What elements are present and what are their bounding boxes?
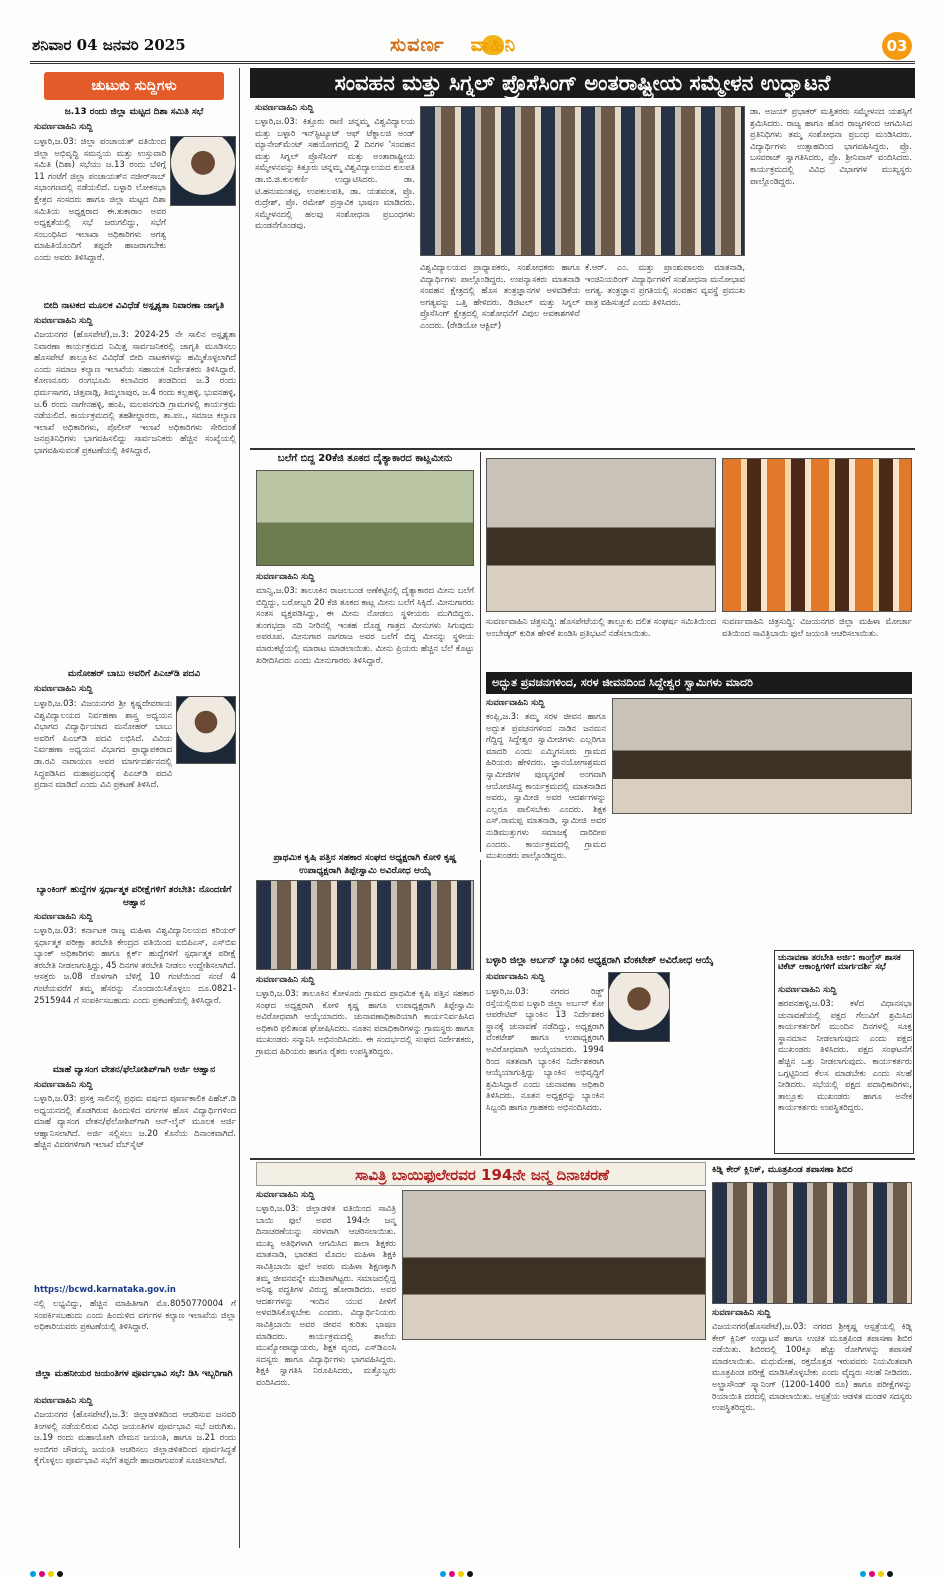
s3-headline: ಮನೋಹರ್ ಬಾಬು ಅವರಿಗೆ ಪಿಎಚ್‌ಡಿ ಪದವಿ bbox=[67, 669, 201, 679]
masthead bbox=[30, 28, 915, 64]
paper-name-a: ಸುವರ್ಣ bbox=[390, 34, 445, 56]
divider bbox=[250, 448, 915, 450]
divider bbox=[480, 860, 481, 1156]
protest-caption: ಸುವರ್ಣವಾಹಿನಿ ಚಿತ್ರಸುದ್ದಿ: ಹೊಸಪೇಟೆಯಲ್ಲಿ ತಾಲ್ಲೂಕು ದಲಿತ ಸಂಘರ್ಷ ಸಮಿತಿಯಿಂದ ಅಂಬೇಡ್ಕರ್ ಕುರಿತ ಹೇಳಿಕೆ ಖಂಡಿಸಿ ಪ್ರತಿಭಟನೆ ನಡೆಸಲಾಯಿತು. bbox=[486, 616, 716, 638]
krishna-felicitation-photo bbox=[256, 880, 474, 970]
s6-text: ವಿಜಯನಗರ (ಹೊಸಪೇಟೆ),ಜ.3: ಜಿಲ್ಲಾಡಳಿತದಿಂದ ಆಚರಿಸುವ ಜನವರಿ ತಿಂಗಳಲ್ಲಿ ನಡೆಯಲಿರುವ ವಿವಿಧ ಜಯಂತಿಗಳ ಪೂರ್ವಭಾವಿ ಸಭೆ ಜರುಗಿತು. ಜ.19 ರಂದು ಮಹಾಯೋಗಿ ವೇಮನ ಜಯಂತಿ, ಹಾಗೂ ಜ.21 ರಂದು ಅಂಬಿಗರ ಚೌಡಯ್ಯ ಜಯಂತಿ ಆಚರಿಸಲು ಜಿಲ್ಲಾಡಳಿತದಿಂದ ಪೂರ್ವಸಿದ್ಧತೆ ಕೈಗೊಳ್ಳಲು ಪೂರ್ವಭಾವಿ ಸಭೆಗೆ ತಪ್ಪದೇ ಹಾಜರಾಗುವಂತೆ ಸೂಚಿಸಲಾಗಿದೆ. bbox=[34, 1409, 236, 1466]
bank-story-text-a: ಬಳ್ಳಾರಿ,ಜ.03: ನಗರದ ರಿಡ್ಜ್ ರಸ್ತೆಯಲ್ಲಿರುವ ಬಳ್ಳಾರಿ ಜಿಲ್ಲಾ ಅರ್ಬನ್ ಕೋ ಆಪರೇಟಿವ್ ಬ್ಯಾಂಕಿನ 13 ನಿರ್ದೇಶಕರ ಸ್ಥಾನಕ್ಕೆ ಚುನಾವಣೆ ನಡೆದಿದ್ದು, ಅಧ್ಯಕ್ಷರಾಗಿ ವೆಂಕಟೇಶ್ ಹಾಗೂ ಉಪಾಧ್ಯಕ್ಷರಾಗಿ ಅವಿರೋಧವಾಗಿ ಆಯ್ಕೆಯಾದರು. 1994 ರಿಂದ ಸತತವಾಗಿ ಬ್ಯಾಂಕಿನ ನಿರ್ದೇಶಕರಾಗಿ ಆಯ್ಕೆಯಾಗುತ್ತಿದ್ದು ಬ್ಯಾಂಕಿನ ಅಭಿವೃದ್ಧಿಗೆ ಶ್ರಮಿಸಿದ್ದಾರೆ ಎಂದು ಚುನಾವಣಾ ಅಧಿಕಾರಿ ತಿಳಿಸಿದರು. ನೂತನ ಅಧ್ಯಕ್ಷರನ್ನು ಬ್ಯಾಂಕಿನ ಸಿಬ್ಬಂದಿ ಹಾಗೂ ಗ್ರಾಹಕರು ಅಭಿನಂದಿಸಿದರು. bbox=[486, 986, 604, 1112]
right-box-text: ಹರಪನಹಳ್ಳಿ,ಜ.03: ಕಳೆದ ವಿಧಾನಸಭಾ ಚುನಾವಣೆಯಲ್ಲಿ ಪಕ್ಷದ ಗೆಲುವಿಗೆ ಶ್ರಮಿಸಿದ ಕಾರ್ಯಕರ್ತರಿಗೆ ಮುಂದಿನ ದಿನಗಳಲ್ಲಿ ಸೂಕ್ತ ಸ್ಥಾನಮಾನ ನೀಡಲಾಗುವುದು ಎಂದು ಪಕ್ಷದ ಮುಖಂಡರು ತಿಳಿಸಿದರು. ಪಕ್ಷದ ಸಂಘಟನೆಗೆ ಹೆಚ್ಚಿನ ಒತ್ತು ನೀಡಲಾಗುವುದು. ಕಾರ್ಯಕರ್ತರು ಒಗ್ಗಟ್ಟಿನಿಂದ ಕೆಲಸ ಮಾಡಬೇಕು ಎಂದು ಸಲಹೆ ನೀಡಿದರು. ಸಭೆಯಲ್ಲಿ ಪಕ್ಷದ ಪದಾಧಿಕಾರಿಗಳು, ತಾಲ್ಲೂಕು ಮುಖಂಡರು ಹಾಗೂ ಅನೇಕ ಕಾರ್ಯಕರ್ತರು ಉಪಸ್ಥಿತರಿದ್ದರು. bbox=[778, 998, 912, 1113]
print-color-marks-left bbox=[30, 1562, 90, 1568]
venkatesh-portrait-photo bbox=[608, 972, 670, 1042]
savitri-story-byline: ಸುವರ್ಣವಾಹಿನಿ ಸುದ್ದಿ bbox=[256, 1190, 315, 1200]
savitri-headline-box bbox=[256, 1162, 706, 1186]
top-story-headline: ಸಂವಹನ ಮತ್ತು ಸಿಗ್ನಲ್ ಪ್ರೊಸೆಸಿಂಗ್ ಅಂತರಾಷ್ಟ್ರೀಯ ಸಮ್ಮೇಳನ ಉದ್ಘಾಟನೆ bbox=[250, 68, 915, 98]
swamiji-story-text-b bbox=[612, 818, 912, 852]
conference-group-photo bbox=[420, 106, 745, 256]
right-box-headline: ಚುನಾವಣಾ ತರಬೇತಿ ಅರ್ಜಿ: ಕಾಂಗ್ರೆಸ್ ಶಾಸಕ ಟಿಕೆಟ್ ಆಕಾಂಕ್ಷಿಗಳಿಗೆ ಮಾರ್ಗದರ್ಶಿ ಸಭೆ bbox=[778, 953, 901, 972]
swamiji-event-photo bbox=[612, 698, 912, 814]
krishna-story-text: ಬಳ್ಳಾರಿ,ಜ.03: ತಾಲೂಕಿನ ಕೋಳೂರು ಗ್ರಾಮದ ಪ್ರಾಥಮಿಕ ಕೃಷಿ ಪತ್ತಿನ ಸಹಕಾರ ಸಂಘದ ಅಧ್ಯಕ್ಷರಾಗಿ ಕೋಳಿ ಕೃಷ್ಣ ಹಾಗೂ ಉಪಾಧ್ಯಕ್ಷರಾಗಿ ತಿಪ್ಪೇಸ್ವಾಮಿ ಅವಿರೋಧವಾಗಿ ಆಯ್ಕೆಯಾದರು. ಚುನಾವಣಾಧಿಕಾರಿಯಾಗಿ ಕಾರ್ಯನಿರ್ವಹಿಸಿದ ಅಧಿಕಾರಿ ಫಲಿತಾಂಶ ಘೋಷಿಸಿದರು. ನೂತನ ಪದಾಧಿಕಾರಿಗಳನ್ನು ಗ್ರಾಮಸ್ಥರು ಹಾಗೂ ಮುಖಂಡರು ಸನ್ಮಾನಿಸಿ ಅಭಿನಂದಿಸಿದರು. ಈ ಸಂದರ್ಭದಲ್ಲಿ ಸಂಘದ ನಿರ್ದೇಶಕರು, ಗ್ರಾಮದ ಹಿರಿಯರು ಹಾಗೂ ರೈತರು ಉಪಸ್ಥಿತರಿದ್ದರು. bbox=[256, 988, 474, 1056]
bank-story-text-b bbox=[608, 1046, 768, 1150]
top-story-col3: ಕೆ.ಆರ್‌. ಎಂ. ಮತ್ತು ಪ್ರಾಂಶುಪಾಲರು ಮಾತನಾಡಿ, ಇಂಜಿನಿಯರಿಂಗ್ ವಿದ್ಯಾರ್ಥಿಗಳಿಗೆ ಸಂಶೋಧನಾ ಮನೋಭಾವ ಅಗತ್ಯ. ತಂತ್ರಜ್ಞಾನ ಪ್ರಗತಿಯಲ್ಲಿ ಸಂವಹನ ವ್ಯವಸ್ಥೆ ಪ್ರಮುಖ ಪಾತ್ರ ವಹಿಸುತ್ತದೆ ಎಂದು ತಿಳಿಸಿದರು. bbox=[585, 262, 745, 307]
s4-headline: ಬ್ಯಾಂಕಿಂಗ್ ಹುದ್ದೆಗಳ ಸ್ಪರ್ಧಾತ್ಮಕ ಪರೀಕ್ಷೆಗಳಿಗೆ ತರಬೇತಿ: ನೊಂದಣಿಗೆ ಆಹ್ವಾನ bbox=[36, 885, 232, 908]
print-color-marks-right bbox=[860, 1562, 920, 1568]
top-story-col2: ವಿಶ್ವವಿದ್ಯಾಲಯದ ಪ್ರಾಧ್ಯಾಪಕರು, ಸಂಶೋಧಕರು ಹಾಗೂ ವಿದ್ಯಾರ್ಥಿಗಳು ಪಾಲ್ಗೊಂಡಿದ್ದರು. ಉಪನ್ಯಾಸಕರು ಮಾತನಾಡಿ ಸಂವಹನ ಕ್ಷೇತ್ರದಲ್ಲಿ ಹೊಸ ತಂತ್ರಜ್ಞಾನಗಳ ಅಳವಡಿಕೆಯ ಅಗತ್ಯವನ್ನು ಒತ್ತಿ ಹೇಳಿದರು. ಡಿಜಿಟಲ್ ಮತ್ತು ಸಿಗ್ನಲ್ ಪ್ರೊಸೆಸಿಂಗ್ ಕ್ಷೇತ್ರದಲ್ಲಿ ಸಂಶೋಧನೆಗೆ ವಿಪುಲ ಅವಕಾಶಗಳಿವೆ ಎಂದರು. (ರೇಡಿಯೋ ಆಕ್ಟಿವ್) bbox=[420, 262, 580, 330]
swamiji-story-text-a: ಕಂಪ್ಲಿ,ಜ.3: ತಮ್ಮ ಸರಳ ಜೀವನ ಹಾಗೂ ಅದ್ಭುತ ಪ್ರವಚನಗಳಿಂದ ನಾಡಿನ ಜನಮನ ಗೆದ್ದಿದ್ದ ಸಿದ್ದೇಶ್ವರ ಸ್ವಾಮೀಜಿಗಳು ಎಲ್ಲರಿಗೂ ಮಾದರಿ ಎಂದು ಎಮ್ಮಿಗನೂರು ಗ್ರಾಮದ ಹಿರಿಯರು ಹೇಳಿದರು. ಜ್ಞಾನಯೋಗಾಶ್ರಮದ ಸ್ವಾಮೀಜಿಗಳ ಪುಣ್ಯಸ್ಮರಣೆ ಅಂಗವಾಗಿ ಆಯೋಜಿಸಿದ್ದ ಕಾರ್ಯಕ್ರಮದಲ್ಲಿ ಮಾತನಾಡಿದ ಅವರು, ಸ್ವಾಮೀಜಿ ಅವರ ಆದರ್ಶಗಳನ್ನು ಎಲ್ಲರೂ ಪಾಲಿಸಬೇಕು ಎಂದರು. ಶಿಕ್ಷಕ ಎಸ್.ರಾಮಪ್ಪ ಮಾತನಾಡಿ, ಸ್ವಾಮೀಜಿ ಅವರ ನುಡಿಮುತ್ತುಗಳು ಸಮಾಜಕ್ಕೆ ದಾರಿದೀಪ ಎಂದರು. ಕಾರ್ಯಕ್ರಮದಲ್ಲಿ ಗ್ರಾಮದ ಮುಖಂಡರು ಪಾಲ್ಗೊಂಡಿದ್ದರು. bbox=[486, 711, 606, 861]
fish-story-text: ಮಾನ್ವಿ,ಜ.03: ತಾಲೂಕಿನ ರಾಜಲಬಂಡ ಅಣೆಕಟ್ಟಿನಲ್ಲಿ ದೈತ್ಯಾಕಾರದ ಮೀನು ಬಲೆಗೆ ಬಿದ್ದಿದ್ದು, ಬರೋಬ್ಬರಿ 20 ಕೆಜಿ ತೂಕದ ಕಾಟ್ಲ ಮೀನು ಬಲೆಗೆ ಸಿಕ್ಕಿದೆ. ಮೀನುಗಾರರು ಸಂತಸ ವ್ಯಕ್ತಪಡಿಸಿದ್ದು, ಈ ಮೀನು ನೋಡಲು ಸ್ಥಳೀಯರು ಮುಗಿಬಿದ್ದರು. ತುಂಗಭದ್ರಾ ನದಿ ನೀರಿನಲ್ಲಿ ಇಂತಹ ದೊಡ್ಡ ಗಾತ್ರದ ಮೀನುಗಳು ಸಿಗುವುದು ಅಪರೂಪ. ಮೀನುಗಾರ ನಾಗರಾಜ ಅವರ ಬಲೆಗೆ ಬಿದ್ದ ಮೀನನ್ನು ಸ್ಥಳೀಯ ಮಾರುಕಟ್ಟೆಯಲ್ಲಿ ಮಾರಾಟ ಮಾಡಲಾಯಿತು. ಮೀನು ಪ್ರಿಯರು ಹೆಚ್ಚಿನ ಬೆಲೆ ಕೊಟ್ಟು ಖರೀದಿಸಿದರು ಎಂದು ಮೀನುಗಾರರು ತಿಳಿಸಿದ್ದಾರೆ. bbox=[256, 585, 474, 665]
s1-byline: ಸುವರ್ಣವಾಹಿನಿ ಸುದ್ದಿ bbox=[34, 122, 93, 132]
paper-name-b: ವಾಹಿನಿ bbox=[470, 34, 517, 56]
s5-text-2: ನಲ್ಲಿ ಲಭ್ಯವಿದ್ದು, ಹೆಚ್ಚಿನ ಮಾಹಿತಿಗಾಗಿ ಮೊ.8050770004 ಗೆ ಸಂಪರ್ಕಿಸಬಹುದು ಎಂದು ಹಿಂದುಳಿದ ವರ್ಗಗಳ ಕಲ್ಯಾಣ ಇಲಾಖೆಯ ಜಿಲ್ಲಾ ಅಧಿಕಾರಿಯವರು ಪ್ರಕಟಣೆಯಲ್ಲಿ ತಿಳಿಸಿದ್ದಾರೆ. bbox=[34, 1298, 236, 1332]
section-title-ribbon: ಚುಟುಕು ಸುದ್ದಿಗಳು bbox=[44, 72, 224, 100]
s2-headline: ಬೀದಿ ನಾಟಕದ ಮೂಲಕ ವಿವಿಧೆಡೆ ಅಸ್ಪೃಶ್ಯತಾ ನಿವಾರಣಾ ಜಾಗೃತಿ bbox=[43, 301, 225, 311]
top-story-col1: ಬಳ್ಳಾರಿ,ಜ.03: ಕಿತ್ತೂರು ರಾಣಿ ಚನ್ನಮ್ಮ ವಿಶ್ವವಿದ್ಯಾಲಯ ಮತ್ತು ಬಳ್ಳಾರಿ ಇನ್‌ಸ್ಟಿಟ್ಯೂಟ್ ಆಫ್ ಟೆಕ್ನಾಲಜಿ ಅಂಡ್ ಮ್ಯಾನೇಜ್‌ಮೆಂಟ್ ಸಹಯೋಗದಲ್ಲಿ 2 ದಿನಗಳ 'ಸಂವಹನ ಮತ್ತು ಸಿಗ್ನಲ್ ಪ್ರೊಸೆಸಿಂಗ್ ಮತ್ತು ಅಂತಾರಾಷ್ಟ್ರೀಯ ಸಮ್ಮೇಳನವನ್ನು ಕಿತ್ತೂರು ಚನ್ನಮ್ಮ ವಿಶ್ವವಿದ್ಯಾಲಯದ ಕುಲಪತಿ ಡಾ.ಬಿ.ಜಿ.ಕುಲಕರ್ಣಿ ಉದ್ಘಾಟಿಸಿದರು. ಡಾ. ಟಿ.ಹನುಮಂತಪ್ಪ, ಉಪಕುಲಪತಿ, ಡಾ. ಯಶವಂತ, ಪ್ರೊ. ರುದ್ರೇಶ್, ಪ್ರೊ. ರಮೇಶ್ ಪ್ರಸ್ತಾವಿಕ ಭಾಷಣ ಮಾಡಿದರು. ಸಮ್ಮೇಳನದಲ್ಲಿ ಹಲವು ಸಂಶೋಧನಾ ಪ್ರಬಂಧಗಳು ಮಂಡನೆಗೊಂಡವು. bbox=[255, 116, 415, 231]
s3-byline: ಸುವರ್ಣವಾಹಿನಿ ಸುದ್ದಿ bbox=[34, 684, 93, 694]
s5-text: ಬಳ್ಳಾರಿ,ಜ.03: ಪ್ರಸಕ್ತ ಸಾಲಿನಲ್ಲಿ ಪ್ರಥಮ ವರ್ಷದ ಪೂರ್ಣಕಾಲಿಕ ಪಿಹೆಚ್.ಡಿ ಅಧ್ಯಯನದಲ್ಲಿ ತೊಡಗಿರುವ ಹಿಂದುಳಿದ ವರ್ಗಗಳ ಹೊಸ ವಿದ್ಯಾರ್ಥಿಗಳಿಂದ ಮಾಹೆ ವ್ಯಾಸಂಗ ವೇತನ/ಫೆಲೋಶಿಪ್‌ಗಾಗಿ ಆನ್-ಲೈನ್ ಮೂಲಕ ಅರ್ಜಿ ಆಹ್ವಾನಿಸಲಾಗಿದೆ. ಅರ್ಜಿ ಸಲ್ಲಿಸಲು ಜ.20 ಕೊನೆಯ ದಿನಾಂಕವಾಗಿದೆ. ಹೆಚ್ಚಿನ ವಿವರಗಳಿಗಾಗಿ ಇಲಾಖೆ ವೆಬ್‌ಸೈಟ್ bbox=[34, 1093, 236, 1150]
s2-byline: ಸುವರ್ಣವಾಹಿನಿ ಸುದ್ದಿ bbox=[34, 316, 93, 326]
s1-headline: ಜ.13 ರಂದು ಜಿಲ್ಲಾ ಮಟ್ಟದ ದಿಶಾ ಸಮಿತಿ ಸಭೆ bbox=[64, 107, 204, 117]
right-box-byline: ಸುವರ್ಣವಾಹಿನಿ ಸುದ್ದಿ bbox=[778, 985, 837, 995]
s3-portrait-photo bbox=[176, 696, 236, 764]
s5-byline: ಸುವರ್ಣವಾಹಿನಿ ಸುದ್ದಿ bbox=[34, 1080, 93, 1090]
page-number: 03 bbox=[882, 32, 912, 60]
health-camp-photo bbox=[712, 1182, 912, 1304]
swamiji-story-byline: ಸುವರ್ಣವಾಹಿನಿ ಸುದ್ದಿ bbox=[486, 698, 545, 708]
savitri-story-headline: ಸಾವಿತ್ರಿ ಬಾಯಿಫುಲೇರವರ 194ನೇ ಜನ್ಮ ದಿನಾಚರಣೆ bbox=[355, 1166, 609, 1184]
s4-byline: ಸುವರ್ಣವಾಹಿನಿ ಸುದ್ದಿ bbox=[34, 912, 93, 922]
s6-byline: ಸುವರ್ಣವಾಹಿನಿ ಸುದ್ದಿ bbox=[34, 1396, 93, 1406]
s1-text-b bbox=[34, 208, 236, 278]
savitri-story-text-c bbox=[556, 1344, 706, 1534]
mahila-morcha-caption: ಸುವರ್ಣವಾಹಿನಿ ಚಿತ್ರಸುದ್ದಿ: ವಿಜಯನಗರ ಜಿಲ್ಲಾ ಮಹಿಳಾ ಮೋರ್ಚಾ ವತಿಯಿಂದ ಸಾವಿತ್ರಿಬಾಯಿ ಫುಲೆ ಜಯಂತಿ ಆಚರಿಸಲಾಯಿತು. bbox=[722, 616, 912, 638]
krishna-story-headline: ಪ್ರಾಥಮಿಕ ಕೃಷಿ ಪತ್ತಿನ ಸಹಕಾರ ಸಂಘದ ಅಧ್ಯಕ್ಷರಾಗಿ ಕೋಳಿ ಕೃಷ್ಣ ಉಪಾಧ್ಯಕ್ಷರಾಗಿ ತಿಪ್ಪೇಸ್ವಾಮಿ ಅವಿರೋಧ ಆಯ್ಕೆ bbox=[273, 853, 457, 876]
savitri-event-photo bbox=[402, 1190, 706, 1340]
health-story-text: ವಿಜಯನಗರ(ಹೊಸಪೇಟೆ),ಜ.03: ನಗರದ ಶ್ರೀಕೃಷ್ಣ ಆಸ್ಪತ್ರೆಯಲ್ಲಿ ಕಿಡ್ನಿ ಕೇರ್ ಕ್ಲಿನಿಕ್ ಉದ್ಘಾಟನೆ ಹಾಗೂ ಉಚಿತ ಮೂತ್ರಪಿಂಡ ತಪಾಸಣಾ ಶಿಬಿರ ನಡೆಯಿತು. ಶಿಬಿರದಲ್ಲಿ 100ಕ್ಕೂ ಹೆಚ್ಚು ರೋಗಿಗಳನ್ನು ತಪಾಸಣೆ ಮಾಡಲಾಯಿತು. ಮಧುಮೇಹ, ರಕ್ತದೊತ್ತಡ ಇರುವವರು ನಿಯಮಿತವಾಗಿ ಮೂತ್ರಪಿಂಡ ಪರೀಕ್ಷೆ ಮಾಡಿಸಿಕೊಳ್ಳಬೇಕು ಎಂದು ವೈದ್ಯರು ಸಲಹೆ ನೀಡಿದರು. ಅಲ್ಟ್ರಾಸೌಂಡ್ ಸ್ಕ್ಯಾನಿಂಗ್ (1200-1400 ರೂ) ಹಾಗೂ ಪರೀಕ್ಷೆಗಳನ್ನು ರಿಯಾಯಿತಿ ದರದಲ್ಲಿ ಮಾಡಲಾಯಿತು. ಆಸ್ಪತ್ರೆಯ ಆಡಳಿತ ಮಂಡಳಿ ಸದಸ್ಯರು ಉಪಸ್ಥಿತರಿದ್ದರು. bbox=[712, 1321, 912, 1413]
s4-text: ಬಳ್ಳಾರಿ,ಜ.03: ಕರ್ನಾಟಕ ರಾಜ್ಯ ಮಹಿಳಾ ವಿಶ್ವವಿದ್ಯಾನಿಲಯದ ಕರಿಯರ್ ಸ್ಪರ್ಧಾತ್ಮಕ ಪರೀಕ್ಷಾ ತರಬೇತಿ ಕೇಂದ್ರದ ವತಿಯಿಂದ ಐಬಿಪಿಎಸ್, ಎಸ್‌ಬಿಐ ಬ್ಯಾಂಕ್ ಅಧಿಕಾರಿಗಳು ಹಾಗೂ ಕ್ಲರ್ಕ್ ಹುದ್ದೆಗಳಿಗೆ ಸ್ಪರ್ಧಾತ್ಮಕ ಪರೀಕ್ಷೆ ತರಬೇತಿ ನೀಡಲಾಗುತ್ತಿದ್ದು, 45 ದಿನಗಳ ತರಬೇತಿ ನೀಡಲು ಉದ್ದೇಶಿಸಲಾಗಿದೆ. ಆಸಕ್ತರು ಜ.08 ರೊಳಗಾಗಿ ಬೆಳಿಗ್ಗೆ 10 ಗಂಟೆಯಿಂದ ಸಂಜೆ 4 ಗಂಟೆಯವರೆಗೆ ತಮ್ಮ ಹೆಸರನ್ನು ನೊಂದಾಯಿಸಿಕೊಳ್ಳಲು ದೂ.0821-2515944 ಗೆ ಸಂಪರ್ಕಿಸಬಹುದು ಎಂದು ಪ್ರಕಟಣೆಯಲ್ಲಿ ತಿಳಿಸಿದ್ದಾರೆ. bbox=[34, 925, 236, 1005]
health-story-headline: ಕಿಡ್ನಿ ಕೇರ್ ಕ್ಲಿನಿಕ್, ಮೂತ್ರಪಿಂಡ ತಪಾಸಣಾ ಶಿಬಿರ bbox=[712, 1165, 853, 1175]
issue-date: ಶನಿವಾರ 04 ಜನವರಿ 2025 bbox=[32, 36, 186, 54]
s1-text-a: ಬಳ್ಳಾರಿ,ಜ.03: ಜಿಲ್ಲಾ ಪಂಚಾಯತ್ ವತಿಯಿಂದ ಜಿಲ್ಲಾ ಅಭಿವೃದ್ಧಿ ಸಮನ್ವಯ ಮತ್ತು ಉಸ್ತುವಾರಿ ಸಮಿತಿ (ದಿಶಾ) ಸಭೆಯು ಜ.13 ರಂದು ಬೆಳಿಗ್ಗೆ 11 ಗಂಟೆಗೆ ಜಿಲ್ಲಾ ಪಂಚಾಯತ್‌ನ ನಜೀರ್‌ಸಾಬ್ ಸಭಾಂಗಣದಲ್ಲಿ ನಡೆಯಲಿದೆ. ಬಳ್ಳಾರಿ ಲೋಕಸಭಾ ಕ್ಷೇತ್ರದ ಸಂಸದರು ಹಾಗೂ ಜಿಲ್ಲಾ ಮಟ್ಟದ ದಿಶಾ ಸಮಿತಿಯ ಅಧ್ಯಕ್ಷರಾದ ಈ.ತುಕಾರಾಂ ಅವರ ಅಧ್ಯಕ್ಷತೆಯಲ್ಲಿ ಸಭೆ ಜರುಗಲಿದ್ದು, ಸಭೆಗೆ ಸಂಬಂಧಿಸಿದ ಇಲಾಖಾ ಅಧಿಕಾರಿಗಳು ಅಗತ್ಯ ಮಾಹಿತಿಯೊಂದಿಗೆ ತಪ್ಪದೇ ಹಾಜರಾಗಬೇಕು ಎಂದು ಅವರು ತಿಳಿಸಿದ್ದಾರೆ. bbox=[34, 136, 166, 262]
print-color-marks-center bbox=[440, 1562, 500, 1568]
savitri-story-text: ಬಳ್ಳಾರಿ,ಜ.03: ಜಿಲ್ಲಾಡಳಿತ ವತಿಯಿಂದ ಸಾವಿತ್ರಿ ಬಾಯಿ ಫುಲೆ ಅವರ 194ನೇ ಜನ್ಮ ದಿನಾಚರಣೆಯನ್ನು ಸರಳವಾಗಿ ಆಚರಿಸಲಾಯಿತು. ಮುಖ್ಯ ಅತಿಥಿಗಳಾಗಿ ಆಗಮಿಸಿದ ಶಾಲಾ ಶಿಕ್ಷಕರು ಮಾತನಾಡಿ, ಭಾರತದ ಮೊದಲ ಮಹಿಳಾ ಶಿಕ್ಷಕಿ ಸಾವಿತ್ರಿಬಾಯಿ ಫುಲೆ ಅವರು ಮಹಿಳಾ ಶಿಕ್ಷಣಕ್ಕಾಗಿ ತಮ್ಮ ಜೀವನವನ್ನೇ ಮುಡಿಪಾಗಿಟ್ಟರು. ಸಮಾಜದಲ್ಲಿದ್ದ ಅನಿಷ್ಟ ಪದ್ಧತಿಗಳ ವಿರುದ್ಧ ಹೋರಾಡಿದರು. ಅವರ ಆದರ್ಶಗಳನ್ನು ಇಂದಿನ ಯುವ ಪೀಳಿಗೆ ಅಳವಡಿಸಿಕೊಳ್ಳಬೇಕು ಎಂದರು. ವಿದ್ಯಾರ್ಥಿನಿಯರು ಸಾವಿತ್ರಿಬಾಯಿ ಅವರ ಜೀವನ ಕುರಿತು ಭಾಷಣ ಮಾಡಿದರು. ಕಾರ್ಯಕ್ರಮದಲ್ಲಿ ಶಾಲೆಯ ಮುಖ್ಯೋಪಾಧ್ಯಾಯರು, ಶಿಕ್ಷಕ ವೃಂದ, ಎಸ್‌ಡಿಎಂಸಿ ಸದಸ್ಯರು ಹಾಗೂ ವಿದ್ಯಾರ್ಥಿಗಳು ಭಾಗವಹಿಸಿದ್ದರು. ಶಿಕ್ಷಕಿ ಸ್ವಾಗತಿಸಿ ನಿರೂಪಿಸಿದರು, ಮತ್ತೊಬ್ಬರು ವಂದಿಸಿದರು. bbox=[256, 1203, 396, 1387]
s6-headline: ಜಿಲ್ಲಾ ಮಹನೀಯರ ಜಯಂತಿಗಳ ಪೂರ್ವಭಾವಿ ಸಭೆ: ಡಿಸಿ ಇಬ್ಬರಿಗಾಗಿ bbox=[35, 1369, 233, 1379]
divider bbox=[480, 452, 481, 852]
left-column bbox=[30, 68, 240, 1548]
mahila-morcha-photo bbox=[722, 458, 912, 612]
savitri-story-text-b bbox=[402, 1344, 550, 1534]
s2-text: ವಿಜಯನಗರ (ಹೊಸಪೇಟೆ),ಜ.3: 2024-25 ನೇ ಸಾಲಿನ ಅಸ್ಪೃಶ್ಯತಾ ನಿವಾರಣಾ ಕಾರ್ಯಕ್ರಮದ ನಿಮಿತ್ತ ಸಾರ್ವಜನಿಕರಲ್ಲಿ ಜಾಗೃತಿ ಮೂಡಿಸಲು ಹೊಸಪೇಟೆ ತಾಲ್ಲೂಕಿನ ವಿವಿಧೆಡೆ ಬೀದಿ ನಾಟಕಗಳನ್ನು ಹಮ್ಮಿಕೊಳ್ಳಲಾಗಿದೆ ಎಂದು ಸಮಾಜ ಕಲ್ಯಾಣ ಇಲಾಖೆಯ ಸಹಾಯಕ ನಿರ್ದೇಶಕರು ತಿಳಿಸಿದ್ದಾರೆ. ಕೋಣನೂರು ರಂಗಭೂಮಿ ಕಲಾವಿದರ ತಂಡದಿಂದ ಜ.3 ರಂದು ಧರ್ಮಸಾಗರ, ಚಿತ್ತವಾಡ್ಗಿ, ತಿಮ್ಮಲಾಪುರ, ಜ.4 ರಂದು ಕಲ್ಲಹಳ್ಳಿ, ಭುವನಹಳ್ಳಿ, ಜ.6 ರಂದು ನಾಗೇನಹಳ್ಳಿ, ಹಂಪಿ, ಮಲಪನಗುಡಿ ಗ್ರಾಮಗಳಲ್ಲಿ ಕಾರ್ಯಕ್ರಮ ನಡೆಯಲಿದೆ. ಕಾರ್ಯಕ್ರಮದಲ್ಲಿ ತಹಶೀಲ್ದಾರರು, ತಾ.ಪಂ., ಸಮಾಜ ಕಲ್ಯಾಣ ಇಲಾಖೆ ಅಧಿಕಾರಿಗಳು, ಪೊಲೀಸ್ ಇಲಾಖೆ ಅಧಿಕಾರಿಗಳು ಸೇರಿದಂತೆ ಜನಪ್ರತಿನಿಧಿಗಳು ಭಾಗವಹಿಸಲಿದ್ದು ಸಾರ್ವಜನಿಕರು ಹೆಚ್ಚಿನ ಸಂಖ್ಯೆಯಲ್ಲಿ ಭಾಗವಹಿಸುವಂತೆ ಪ್ರಕಟಣೆಯಲ್ಲಿ ತಿಳಿಸಿದ್ದಾರೆ. bbox=[34, 329, 236, 455]
protest-photo bbox=[486, 458, 716, 612]
s1-portrait-photo bbox=[170, 136, 236, 206]
bank-story-byline: ಸುವರ್ಣವಾಹಿನಿ ಸುದ್ದಿ bbox=[486, 972, 545, 982]
fish-photo bbox=[256, 470, 474, 566]
right-box bbox=[774, 950, 914, 1154]
top-story-byline: ಸುವರ್ಣವಾಹಿನಿ ಸುದ್ದಿ bbox=[255, 103, 314, 113]
s5-website-link[interactable]: https://bcwd.karnataka.gov.in bbox=[34, 1284, 176, 1294]
divider bbox=[250, 1158, 915, 1160]
health-story-byline: ಸುವರ್ಣವಾಹಿನಿ ಸುದ್ದಿ bbox=[712, 1308, 771, 1318]
s3-text: ಬಳ್ಳಾರಿ,ಜ.03: ವಿಜಯನಗರ ಶ್ರೀ ಕೃಷ್ಣದೇವರಾಯ ವಿಶ್ವವಿದ್ಯಾಲಯದ ನಿರ್ವಹಣಾ ಶಾಸ್ತ್ರ ಅಧ್ಯಯನ ವಿಭಾಗದ ವಿದ್ಯಾರ್ಥಿಯಾದ ಮನೋಹರ್ ಬಾಬು ಅವರಿಗೆ ಪಿಎಚ್‌ಡಿ ಪದವಿ ಲಭಿಸಿದೆ. ವಿವಿಯ ನಿರ್ವಹಣಾ ಅಧ್ಯಯನ ವಿಭಾಗದ ಪ್ರಾಧ್ಯಾಪಕರಾದ ಡಾ.ರವಿ ನಾರಾಯಣ ಅವರ ಮಾರ್ಗದರ್ಶನದಲ್ಲಿ ಸಿದ್ಧಪಡಿಸಿದ ಮಹಾಪ್ರಬಂಧಕ್ಕೆ ಪಿಎಚ್‌ಡಿ ಪದವಿ ಪ್ರದಾನ ಮಾಡಿದೆ ಎಂದು ವಿವಿ ಪ್ರಕಟಣೆ ತಿಳಿಸಿದೆ. bbox=[34, 698, 172, 790]
fish-story-headline: ಬಲೆಗೆ ಬಿದ್ದ 20ಕೆಜಿ ತೂಕದ ದೈತ್ಯಾಕಾರದ ಕಾಟ್ಲಮೀನು bbox=[277, 453, 453, 464]
bank-story-headline: ಬಳ್ಳಾರಿ ಜಿಲ್ಲಾ ಅರ್ಬನ್ ಬ್ಯಾಂಕಿನ ಅಧ್ಯಕ್ಷರಾಗಿ ವೆಂಕಟೇಶ್ ಅವಿರೋಧ ಆಯ್ಕೆ bbox=[486, 955, 714, 966]
fish-story-byline: ಸುವರ್ಣವಾಹಿನಿ ಸುದ್ದಿ bbox=[256, 572, 315, 582]
s5-headline: ಮಾಹೆ ವ್ಯಾಸಂಗ ವೇತನ/ಫೆಲೋಶಿಪ್‌ಗಾಗಿ ಅರ್ಜಿ ಆಹ್ವಾನ bbox=[52, 1065, 216, 1075]
paper-name bbox=[390, 34, 600, 56]
krishna-story-byline: ಸುವರ್ಣವಾಹಿನಿ ಸುದ್ದಿ bbox=[256, 975, 315, 985]
swamiji-story-headline: ಅದ್ಭುತ ಪ್ರವಚನಗಳಿಂದ, ಸರಳ ಜೀವನದಿಂದ ಸಿದ್ದೇಶ್ವರ ಸ್ವಾಮಿಗಳು ಮಾದರಿ bbox=[486, 672, 912, 694]
top-story-col4: ಡಾ. ಅಜಯ್ ಪ್ರಭಾಕರ್ ಮತ್ತಿತರರು ಸಮ್ಮೇಳನದ ಯಶಸ್ಸಿಗೆ ಶ್ರಮಿಸಿದರು. ರಾಜ್ಯ ಹಾಗೂ ಹೊರ ರಾಜ್ಯಗಳಿಂದ ಆಗಮಿಸಿದ ಪ್ರತಿನಿಧಿಗಳು ತಮ್ಮ ಸಂಶೋಧನಾ ಪ್ರಬಂಧ ಮಂಡಿಸಿದರು. ವಿದ್ಯಾರ್ಥಿಗಳು ಉತ್ಸಾಹದಿಂದ ಭಾಗವಹಿಸಿದ್ದರು. ಪ್ರೊ. ಬಸವರಾಜ್ ಸ್ವಾಗತಿಸಿದರು, ಪ್ರೊ. ಶ್ರೀನಿವಾಸ್ ವಂದಿಸಿದರು. ಕಾರ್ಯಕ್ರಮದಲ್ಲಿ ವಿವಿಧ ವಿಭಾಗಗಳ ಮುಖ್ಯಸ್ಥರು ಪಾಲ್ಗೊಂಡಿದ್ದರು. bbox=[750, 106, 912, 186]
